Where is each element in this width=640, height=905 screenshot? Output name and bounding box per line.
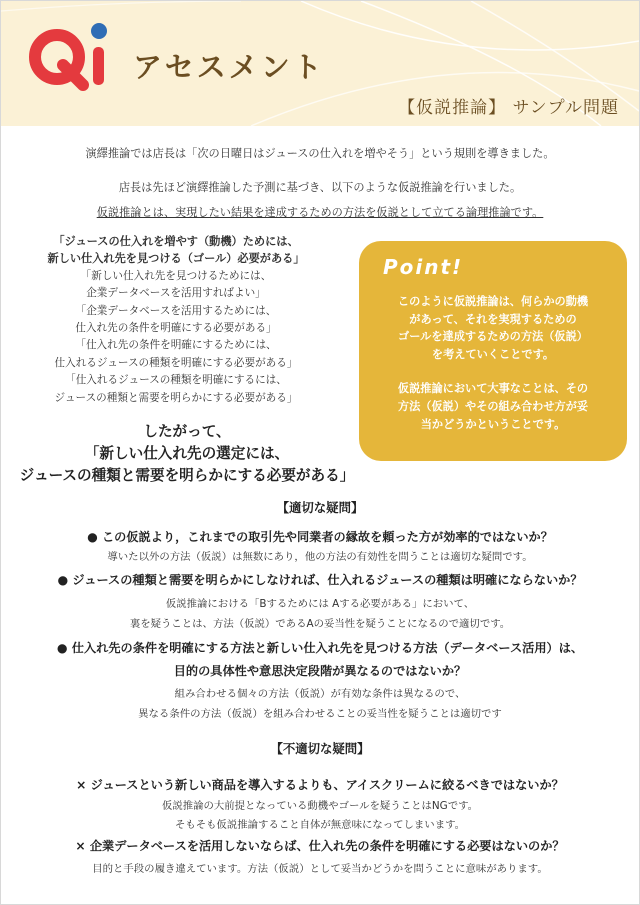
intro-line-2: 店長は先ほど演繹推論した予測に基づき、以下のような仮説推論を行いました。 <box>118 181 522 194</box>
point-body <box>365 293 621 433</box>
appropriate-note-3b: 異なる条件の方法（仮説）を組み合わせることの妥当性を疑うことは適切です <box>138 708 502 720</box>
reasoning-line: 「仕入れるジュースの種類を明確にするには、 <box>65 374 287 387</box>
point-line: を考えていくことです。 <box>431 347 555 361</box>
reasoning-line: 新しい仕入れ先を見つける（ゴール）必要がある」 <box>47 252 305 266</box>
conclusion <box>1 421 373 487</box>
point-line: ゴールを達成するための方法（仮説） <box>398 330 588 344</box>
point-spacer <box>365 363 621 380</box>
conclusion-line: 「新しい仕入れ先の選定には、 <box>84 445 290 462</box>
point-line: 仮説推論において大事なことは、その <box>397 382 589 396</box>
reasoning-line: 企業データベースを活用すればよい」 <box>86 287 266 300</box>
point-line: このように仮説推論は、何らかの動機 <box>397 295 589 308</box>
inappropriate-heading: 【不適切な疑問】 <box>270 741 370 756</box>
appropriate-question-2: ● ジュースの種類と需要を明らかにしなければ、仕入れるジュースの種類は明確にならないか？ <box>57 573 583 587</box>
inappropriate-note-1a: 仮説推論の大前提となっている動機やゴールを疑うことはNGです。 <box>161 800 479 812</box>
reasoning-line: 仕入れ先の条件を明確にする必要がある」 <box>75 322 277 335</box>
appropriate-question-1: ● この仮説より，これまでの取引先や同業者の縁故を頼った方が効率的ではないか？ <box>87 530 553 544</box>
inappropriate-note-2: 目的と手段の履き違えています。方法（仮説）として妥当かどうかを問うことに意味があります。 <box>92 863 548 875</box>
reasoning-line: 「新しい仕入れ先を見つけるためには、 <box>80 269 272 282</box>
intro-line-1: 演繹推論では店長は「次の日曜日はジュースの仕入れを増やそう」という規則を導きました。 <box>85 147 555 160</box>
qi-logo-icon <box>27 19 119 93</box>
inappropriate-note-1b: そもそも仮説推論すること自体が無意味になってしまいます。 <box>174 819 466 831</box>
conclusion-line: したがって、 <box>143 423 231 440</box>
point-line: 方法（仮説）やその組み合わせ方が妥 <box>397 399 589 413</box>
inappropriate-question-1: × ジュースという新しい商品を導入するよりも、アイスクリームに絞るべきではないか？ <box>76 778 564 792</box>
appropriate-note-2a: 仮説推論における「Bするためには Aする必要がある」において、 <box>165 598 475 610</box>
reasoning-line: ジュースの種類と需要を明らかにする必要がある」 <box>54 391 298 404</box>
conclusion-line: ジュースの種類と需要を明らかにする必要がある」 <box>19 467 355 484</box>
point-title: Point! <box>383 255 464 279</box>
reasoning-chain <box>11 233 341 407</box>
appropriate-note-2b: 裏を疑うことは、方法（仮説）であるAの妥当性を疑うことになるので適切です。 <box>129 618 511 630</box>
reasoning-line: 「ジュースの仕入れを増やす（動機）ためには、 <box>53 235 299 248</box>
appropriate-heading: 【適切な疑問】 <box>276 500 364 515</box>
header <box>1 1 639 126</box>
app-title: アセスメント <box>133 50 325 84</box>
appropriate-note-1: 導いた以外の方法（仮説）は無数にあり，他の方法の有効性を問うことは適切な疑問です。 <box>107 551 533 563</box>
appropriate-question-3a: ● 仕入れ先の条件を明確にする方法と新しい仕入れ先を見つける方法（データベース活用）は、 <box>56 641 584 655</box>
sample-label: 【仮説推論】 サンプル問題 <box>398 98 619 118</box>
appropriate-question-3b: 目的の具体性や意思決定段階が異なるのではないか？ <box>173 664 467 678</box>
inappropriate-question-2: × 企業データベースを活用しないならば、仕入れ先の条件を明確にする必要はないのか？ <box>75 839 565 853</box>
point-line: があって、それを実現するための <box>409 312 577 326</box>
reasoning-line: 仕入れるジュースの種類を明確にする必要がある」 <box>54 356 298 369</box>
appropriate-note-3a: 組み合わせる個々の方法（仮説）が有効な条件は異なるので、 <box>174 688 466 700</box>
point-line: 当かどうかということです。 <box>420 417 566 431</box>
definition-text: 仮説推論とは、実現したい結果を達成するための方法を仮説として立てる論理推論です。 <box>96 206 544 219</box>
reasoning-line: 「企業データベースを活用するためには、 <box>75 304 277 317</box>
reasoning-line: 「仕入れ先の条件を明確にするためには、 <box>75 339 277 352</box>
point-box <box>359 241 627 461</box>
